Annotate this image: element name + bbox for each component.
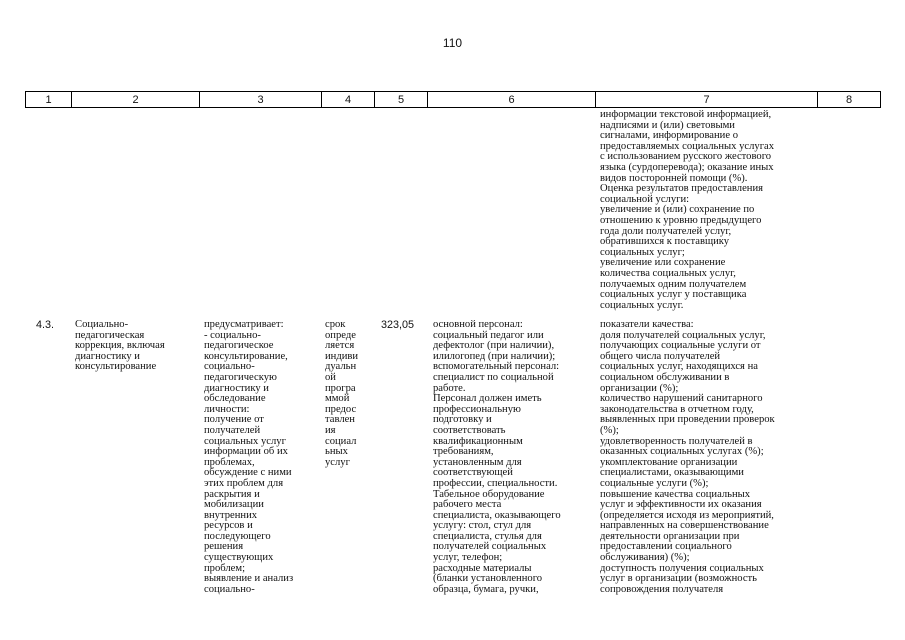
service-tariff: 323,05: [381, 320, 415, 331]
service-name: Социально- педагогическая коррекция, включая диагностику и консультирование: [75, 320, 165, 373]
page-number: 110: [442, 36, 463, 50]
service-term: срок опреде ляется индиви дуальн ой програ ммой предос тавлен ия социал ьных услуг: [325, 320, 359, 468]
column-number: 2: [72, 92, 200, 108]
staff-and-equipment: основной персонал: социальный педагог или дефектолог (при наличии), илилогопед (при наличии); вспомогательный персонал: специалист по социальной работе. Персонал должен иметь профессиональную подготовку и соответствовать квалификационным требованиям, установленным для соответствующей профессии, специальности. Табельное оборудование рабочего места специалиста, оказывающего услугу: стол, стул для специалиста, стулья для получателей социальных услуг, телефон; расходные материалы (бланки установленного образца, бумага, ручки,: [433, 320, 561, 595]
column-number: 5: [375, 92, 428, 108]
column-number: 8: [818, 92, 881, 108]
column-number: 6: [428, 92, 596, 108]
column-number: 1: [26, 92, 72, 108]
column-number: 7: [596, 92, 818, 108]
continuation-quality-text: информации текстовой информацией, надписями и (или) световыми сигналами, информирование о предоставляемых социальных услугах с использованием русского жестового языка (сурдоперевода); оказание иных видов посторонней помощи (%). Оценка результатов предоставления социальной услуги: увеличение и (или) сохранение по отношению к уровню предыдущего года доли получателей услуг, обратившихся к поставщику социальных услуг; увеличение или сохранение количества социальных услуг, получаемых одним получателем социальных услуг у поставщика социальных услуг.: [600, 110, 775, 311]
row-number: 4.3.: [36, 320, 55, 331]
column-number: 4: [322, 92, 375, 108]
column-number: 3: [200, 92, 322, 108]
column-number-header: [25, 91, 881, 108]
quality-indicators: показатели качества: доля получателей социальных услуг, получающих социальные услуги от общего числа получателей социальных услуг, находящихся на социальном обслуживании в организации (%); количество нарушений санитарного законодательства в отчетном году, выявленных при проведении проверок (%); удовлетворенность получателей в оказанных социальных услугах (%); укомплектование организации специалистами, оказывающими социальные услуги (%); повышение качества социальных услуг и эффективности их оказания (определяется исходя из мероприятий, направленных на совершенствование деятельности организации при предоставлении социального обслуживания) (%); доступность получения социальных услуг в организации (возможность сопровождения получателя: [600, 320, 775, 595]
service-description: предусматривает: - социально- педагогическое консультирование, социально- педагогическую диагностику и обследование личности: получение от получателей социальных услуг информации об их проблемах, обсуждение с ними этих проблем для раскрытия и мобилизации внутренних ресурсов и последующего решения существующих проблем; выявление и анализ социально-: [204, 320, 294, 595]
